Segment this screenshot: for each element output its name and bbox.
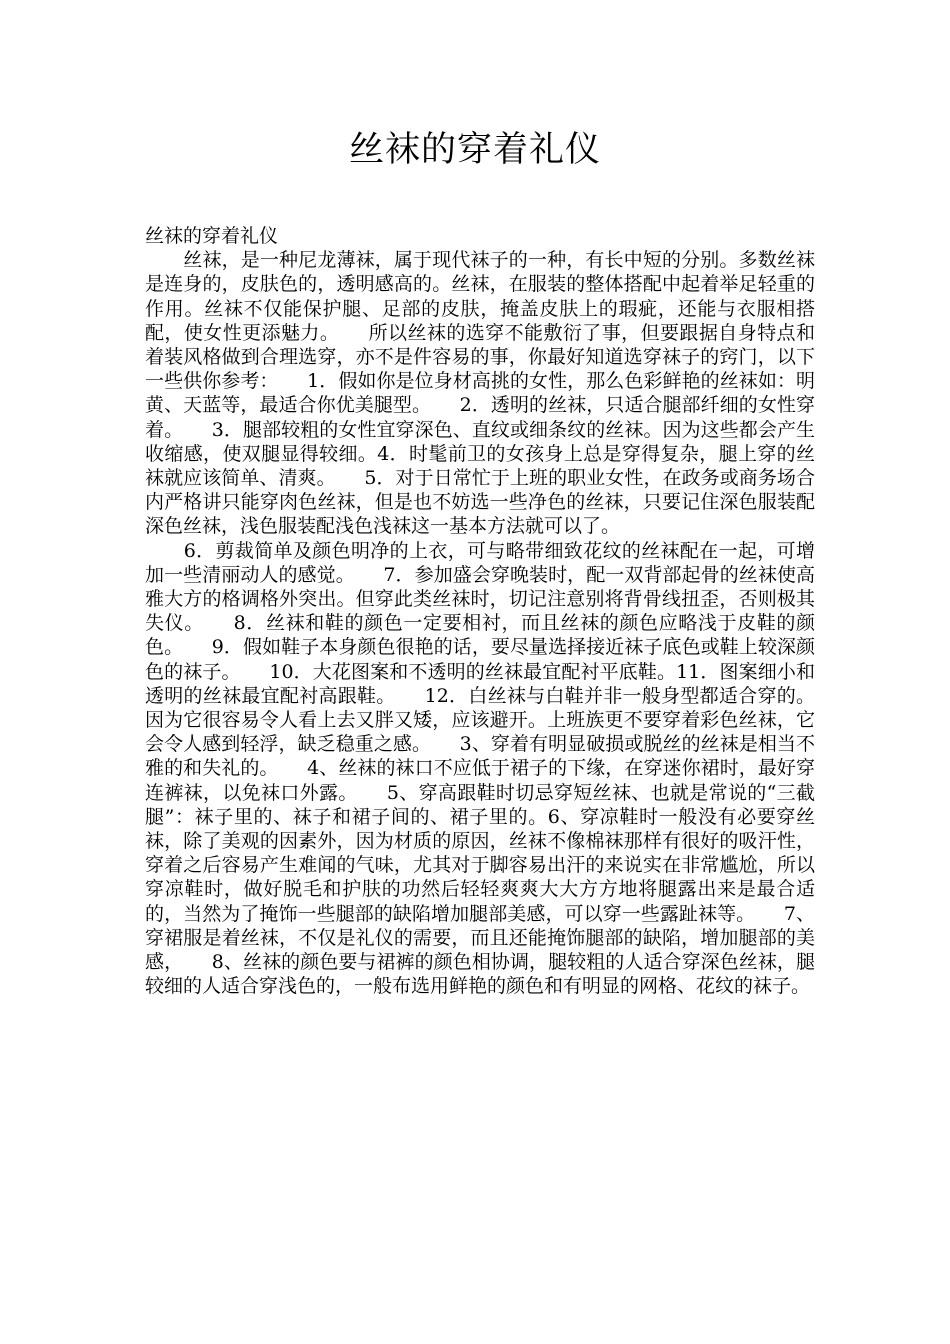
body-paragraph-1: 丝袜，是一种尼龙薄袜，属于现代袜子的一种，有长中短的分别。多数丝袜是连身的，皮肤色的，透明感高的。丝袜，在服装的整体搭配中起着举足轻重的作用。丝袜不仅能保护腿、足部的皮肤，掩盖皮肤上的瑕疵，还能与衣服相搭配，使女性更添魅力。 所以丝袜的选穿不能敷衍了事，但要跟据自身特点和着装风格做到合理选穿，亦不是件容易的事，你最好知道选穿袜子的窍门，以下一些供你参考： 1．假如你是位身材高挑的女性，那么色彩鲜艳的丝袜如：明黄、天蓝等，最适合你优美腿型。 2．透明的丝袜，只适合腿部纤细的女性穿着。 3．腿部较粗的女性宜穿深色、直纹或细条纹的丝袜。因为这些都会产生收缩感，使双腿显得较细。4．时髦前卫的女孩身上总是穿得复杂，腿上穿的丝袜就应该简单、清爽。 5．对于日常忙于上班的职业女性，在政务或商务场合内严格讲只能穿肉色丝袜，但是也不妨选一些净色的丝袜，只要记住深色服装配深色丝袜，浅色服装配浅色浅袜这一基本方法就可以了。 (145, 249, 815, 538)
document-body (145, 224, 815, 999)
document-title: 丝袜的穿着礼仪 (348, 130, 601, 170)
document-subtitle: 丝袜的穿着礼仪 (145, 225, 279, 247)
body-paragraph-2: 6．剪裁简单及颜色明净的上衣，可与略带细致花纹的丝袜配在一起，可增加一些清丽动人的感觉。 7．参加盛会穿晚装时，配一双背部起骨的丝袜使高雅大方的格调格外突出。但穿此类丝袜时，切记注意别将背骨线扭歪，否则极其失仪。 8．丝袜和鞋的颜色一定要相衬，而且丝袜的颜色应略浅于皮鞋的颜色。 9．假如鞋子本身颜色很艳的话，要尽量选择接近袜子底色或鞋上较深颜色的袜子。 10．大花图案和不透明的丝袜最宜配衬平底鞋。11．图案细小和透明的丝袜最宜配衬高跟鞋。 12．白丝袜与白鞋并非一般身型都适合穿的。因为它很容易令人看上去又胖又矮，应该避开。上班族更不要穿着彩色丝袜，它会令人感到轻浮，缺乏稳重之感。 3、穿着有明显破损或脱丝的丝袜是相当不雅的和失礼的。 4、丝袜的袜口不应低于裙子的下缘，在穿迷你裙时，最好穿连裤袜，以免袜口外露。 5、穿高跟鞋时切忌穿短丝袜、也就是常说的“三截腿”：袜子里的、袜子和裙子间的、裙子里的。6、穿凉鞋时一般没有必要穿丝袜，除了美观的因素外，因为材质的原因，丝袜不像棉袜那样有很好的吸汗性，穿着之后容易产生难闻的气味，尤其对于脚容易出汗的来说实在非常尴尬，所以穿凉鞋时，做好脱毛和护肤的功然后轻轻爽爽大大方方地将腿露出来是最合适的，当然为了掩饰一些腿部的缺陷增加腿部美感，可以穿一些露趾袜等。 7、穿裙服是着丝袜，不仅是礼仪的需要，而且还能掩饰腿部的缺陷，增加腿部的美感， 8、丝袜的颜色要与裙裤的颜色相协调，腿较粗的人适合穿深色丝袜，腿较细的人适合穿浅色的，一般布选用鲜艳的颜色和有明显的网格、花纹的袜子。 (145, 539, 815, 998)
